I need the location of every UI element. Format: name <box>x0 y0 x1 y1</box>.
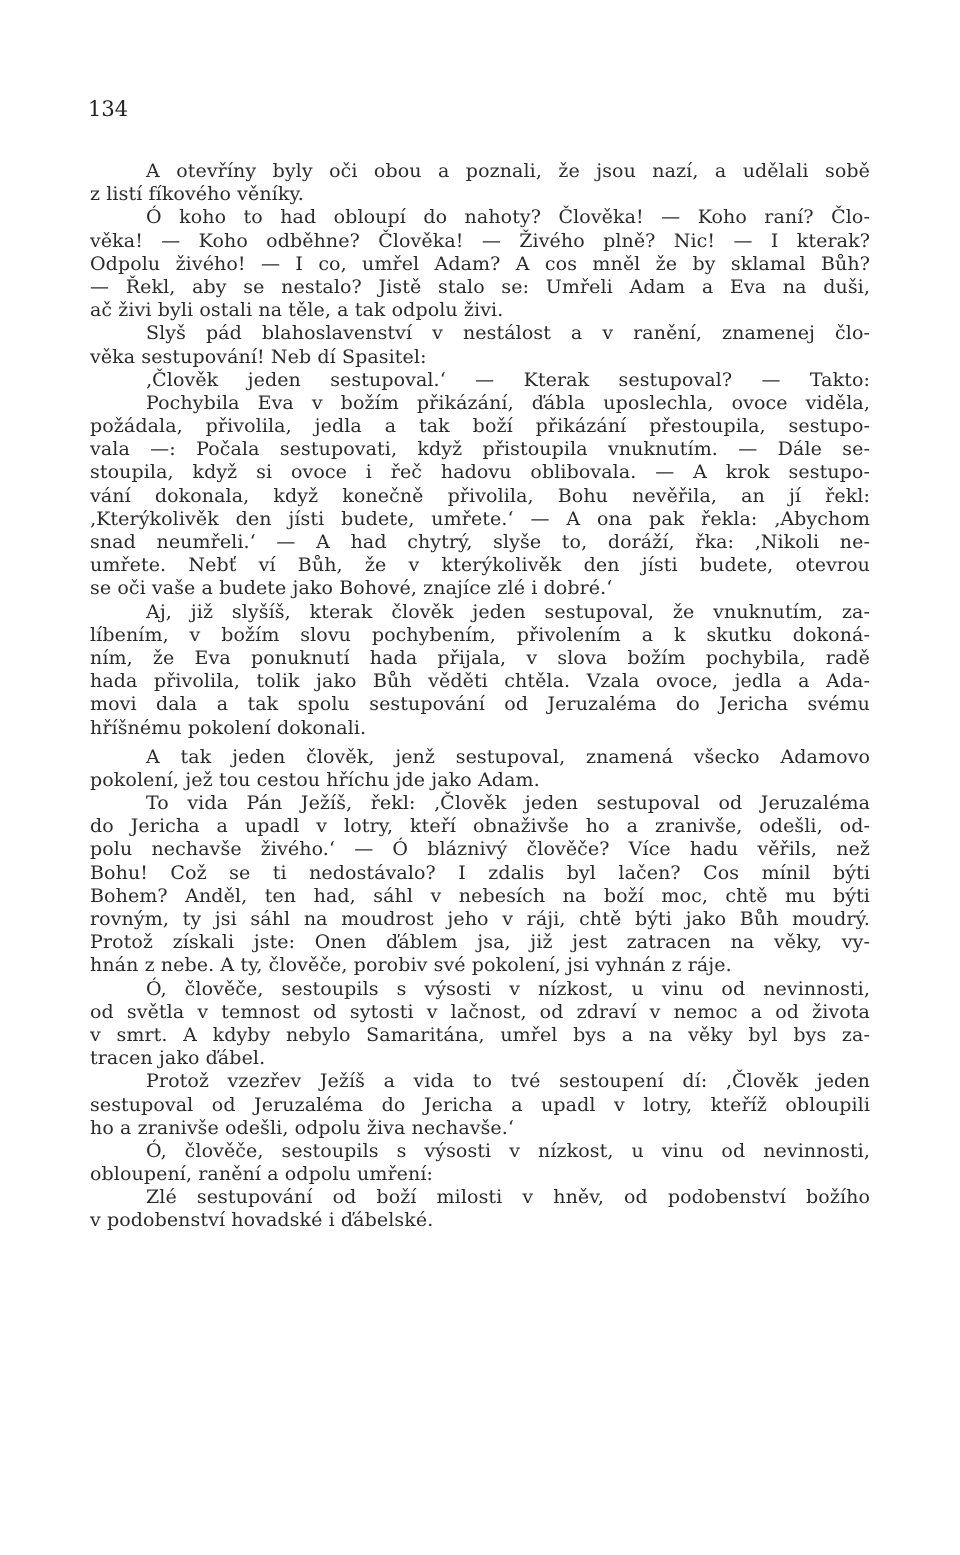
text-line: Pochybila Eva v božím přikázání, ďábla uposlechla, ovoce viděla, <box>146 391 870 414</box>
text-line: snad neumřeli.‘ — A had chytrý, slyše to, doráží, řka: ‚Nikoli ne- <box>90 531 870 553</box>
text-line: A otevříny byly oči obou a poznali, že jsou nazí, a udělali sobě <box>146 160 870 182</box>
text-line: pokolení, jež tou cestou hříchu jde jako Adam. <box>90 768 540 791</box>
text-line: Protož vzezřev Ježíš a vida to tvé sestoupení dí: ‚Člověk jeden <box>146 1070 870 1093</box>
text-line: hnán z nebe. A ty, člověče, porobiv své pokolení, jsi vyhnán z ráje. <box>90 954 732 977</box>
text-line: sestupoval od Jeruzaléma do Jericha a upadl v lotry, kteříž obloupili <box>90 1093 870 1116</box>
text-line: hříšnému pokolení dokonali. <box>90 716 367 739</box>
text-line: tracen jako ďábel. <box>90 1047 266 1070</box>
body-text <box>90 160 870 1233</box>
text-line: Odpolu živého! — I co, umřel Adam? A cos mněl že by sklamal Bůh? <box>90 252 870 275</box>
text-line: rovným, ty jsi sáhl na moudrost jeho v ráji, chtě býti jako Bůh moudrý. <box>90 908 870 930</box>
text-line: z listí fíkového věníky. <box>90 183 304 206</box>
text-line: hada přivolila, tolik jako Bůh věděti chtěla. Vzala ovoce, jedla a Ada- <box>90 670 870 693</box>
text-line: obloupení, ranění a odpolu umření: <box>90 1163 434 1186</box>
text-line: v podobenství hovadské i ďábelské. <box>90 1209 434 1232</box>
text-line: movi dala a tak spolu sestupování od Jeruzaléma do Jericha svému <box>90 693 870 716</box>
text-line: ‚Kterýkolivěk den jísti budete, umřete.‘ — A ona pak řekla: ‚Abychom <box>90 507 870 530</box>
text-line: Zlé sestupování od boží milosti v hněv, od podobenství božího <box>146 1186 870 1209</box>
text-line: Ó, člověče, sestoupils s výsosti v nízkost, u vinu od nevinnosti, <box>146 977 870 1000</box>
text-line: Aj, již slyšíš, kterak člověk jeden sestupoval, že vnuknutím, za- <box>146 600 870 623</box>
text-line: ‚Člověk jeden sestupoval.‘ — Kterak sestupoval? — Takto: <box>146 368 870 391</box>
text-line: věka! — Koho odběhne? Člověka! — Živého plně? Nic! — I kterak? <box>90 229 870 252</box>
text-line: vání dokonala, když konečně přivolila, Bohu nevěřila, an jí řekl: <box>90 484 870 507</box>
text-line: do Jericha a upadl v lotry, kteří obnaživše ho a zranivše, odešli, od- <box>90 815 870 838</box>
text-line: To vida Pán Ježíš, řekl: ‚Člověk jeden sestupoval od Jeruzaléma <box>146 792 870 815</box>
text-line: Protož získali jste: Onen ďáblem jsa, již jest zatracen na věky, vy- <box>90 931 870 954</box>
text-line: Ó koho to had obloupí do nahoty? Člověka! — Koho raní? Člo- <box>146 206 870 229</box>
text-line: ním, že Eva ponuknutí hada přijala, v slova božím pochybila, radě <box>90 646 870 669</box>
text-line: od světla v temnost od sytosti v lačnost, od zdraví v nemoc a od života <box>90 1000 870 1023</box>
text-line: polu nechavše živého.‘ — Ó bláznivý člověče? Více hadu věřils, než <box>90 838 870 861</box>
text-line: věka sestupování! Neb dí Spasitel: <box>90 345 427 368</box>
text-line: ho a zranivše odešli, odpolu živa nechavše.‘ <box>90 1116 515 1139</box>
text-line: Bohu! Což se ti nedostávalo? I zdalis byl lačen? Cos mínil býti <box>90 861 870 884</box>
text-line: umřete. Nebť ví Bůh, že v kterýkolivěk den jísti budete, otevrou <box>90 554 870 577</box>
text-line: líbením, v božím slovu pochybením, přivolením a k skutku dokoná- <box>90 623 870 646</box>
text-line: požádala, přivolila, jedla a tak boží přikázání přestoupila, sestupo- <box>90 415 870 438</box>
text-line: ač živi byli ostali na těle, a tak odpolu živi. <box>90 299 504 322</box>
page-number: 134 <box>88 97 129 121</box>
text-line: vala —: Počala sestupovati, když přistoupila vnuknutím. — Dále se- <box>90 438 870 461</box>
text-line: — Řekl, aby se nestalo? Jistě stalo se: Umřeli Adam a Eva na duši, <box>90 275 870 298</box>
text-line: se oči vaše a budete jako Bohové, znajíce zlé i dobré.‘ <box>90 577 613 600</box>
text-line: A tak jeden člověk, jenž sestupoval, znamená všecko Adamovo <box>146 745 870 768</box>
text-line: Slyš pád blahoslavenství v nestálost a v ranění, znamenej člo- <box>146 322 870 345</box>
text-line: Ó, člověče, sestoupils s výsosti v nízkost, u vinu od nevinnosti, <box>146 1139 870 1162</box>
text-line: v smrt. A kdyby nebylo Samaritána, umřel bys a na věky byl bys za- <box>90 1023 870 1046</box>
text-line: stoupila, když si ovoce i řeč hadovu oblibovala. — A krok sestupo- <box>90 461 870 484</box>
text-line: Bohem? Anděl, ten had, sáhl v nebesích na boží moc, chtě mu býti <box>90 884 870 907</box>
